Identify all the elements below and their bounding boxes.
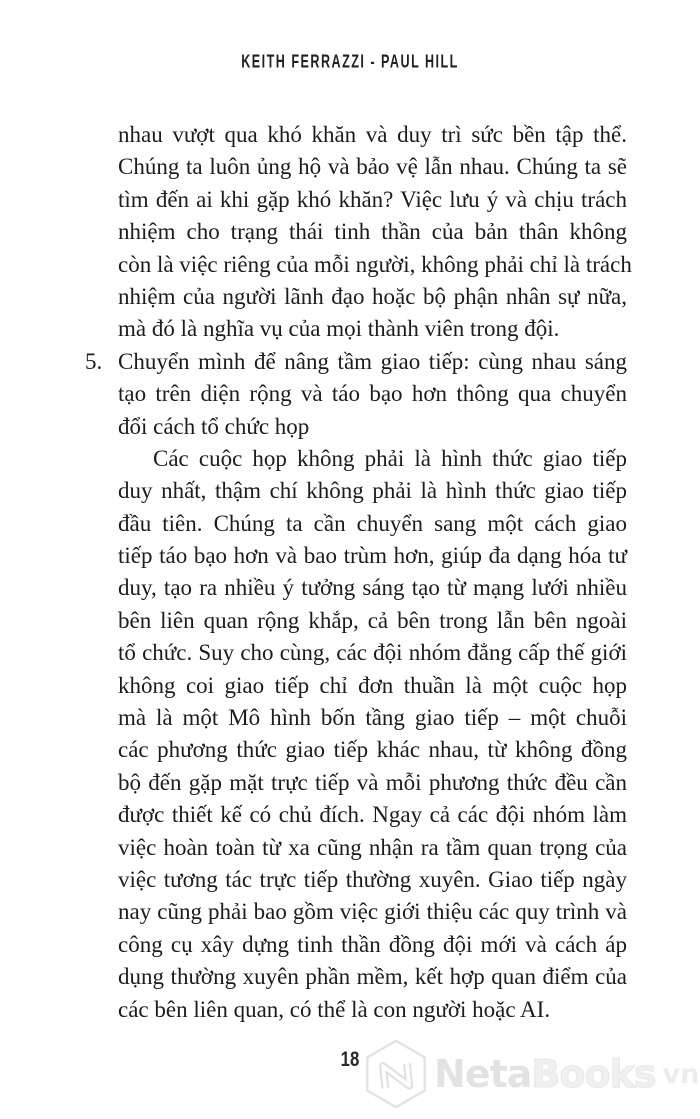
text-line: nay cũng phải bao gồm việc giới thiệu các quy trình và xyxy=(118,899,627,925)
list-item-number: 5. xyxy=(85,348,103,374)
running-header-text: KEITH FERRAZZI - PAUL HILL xyxy=(241,51,459,72)
text-line: đầu tiên. Chúng ta cần chuyển sang một cách giao xyxy=(118,510,627,536)
text-line: nhau vượt qua khó khăn và duy trì sức bền tập thể. xyxy=(118,122,627,147)
text-line: các bên liên quan, có thể là con người hoặc AI. xyxy=(118,996,551,1022)
text-line: tìm đến ai khi gặp khó khăn? Việc lưu ý và chịu trách xyxy=(118,186,627,212)
text-line: còn là việc riêng của mỗi người, không phải chỉ là trách xyxy=(118,251,632,277)
watermark-vn-suffix: vn xyxy=(662,1058,700,1090)
text-line: Các cuộc họp không phải là hình thức giao tiếp xyxy=(153,445,627,471)
text-line: đổi cách tổ chức họp xyxy=(118,413,310,439)
text-line: việc hoàn toàn từ xa cũng nhận ra tầm quan trọng của xyxy=(118,834,627,860)
text-line: duy, tạo ra nhiều ý tưởng sáng tạo từ mạng lưới nhiều xyxy=(118,575,627,601)
watermark-books: Books xyxy=(531,1052,656,1096)
running-header xyxy=(0,52,700,72)
text-line: tạo trên diện rộng và táo bạo hơn thông qua chuyển xyxy=(118,381,627,407)
body-paragraph xyxy=(118,443,627,1026)
text-line: công cụ xây dựng tinh thần đồng đội mới và cách áp xyxy=(118,931,627,957)
text-line: không coi giao tiếp chỉ đơn thuần là một cuộc họp xyxy=(118,672,627,698)
body-text xyxy=(85,119,632,1026)
text-line: được thiết kế có chủ đích. Ngay cả các đội nhóm làm xyxy=(118,802,627,828)
text-line: bộ đến gặp mặt trực tiếp và mỗi phương thức đều cần xyxy=(118,769,627,795)
text-line: tiếp táo bạo hơn và bao trùm hơn, giúp đa dạng hóa tư xyxy=(118,543,627,569)
text-line: nhiệm cho trạng thái tinh thần của bản thân không xyxy=(118,219,627,245)
text-line: mà đó là nghĩa vụ của mọi thành viên trong đội. xyxy=(118,316,560,342)
text-line: dụng thường xuyên phần mềm, kết hợp quan điểm của xyxy=(118,964,627,990)
text-line: mà là một Mô hình bốn tầng giao tiếp – một chuỗi xyxy=(118,705,627,731)
text-line: Chuyển mình để nâng tầm giao tiếp: cùng nhau sáng xyxy=(118,348,627,374)
watermark-neta: Neta xyxy=(434,1052,532,1096)
numbered-list-item-5 xyxy=(85,346,627,443)
text-line: các phương thức giao tiếp khác nhau, từ không đồng xyxy=(118,737,627,763)
page-number: 18 xyxy=(340,1048,360,1071)
text-line: Chúng ta luôn ủng hộ và bảo vệ lẫn nhau. Chúng ta sẽ xyxy=(118,154,627,180)
text-line: nhiệm của người lãnh đạo hoặc bộ phận nhân sự nữa, xyxy=(118,283,627,309)
text-line: bên liên quan rộng khắp, cả bên trong lẫn bên ngoài xyxy=(118,607,627,633)
continuation-paragraph xyxy=(118,119,632,346)
text-line: duy nhất, thậm chí không phải là hình thức giao tiếp xyxy=(118,478,627,504)
text-line: tổ chức. Suy cho cùng, các đội nhóm đẳng cấp thế giới xyxy=(118,640,627,666)
text-line: việc tương tác trực tiếp thường xuyên. Giao tiếp ngày xyxy=(118,866,627,892)
